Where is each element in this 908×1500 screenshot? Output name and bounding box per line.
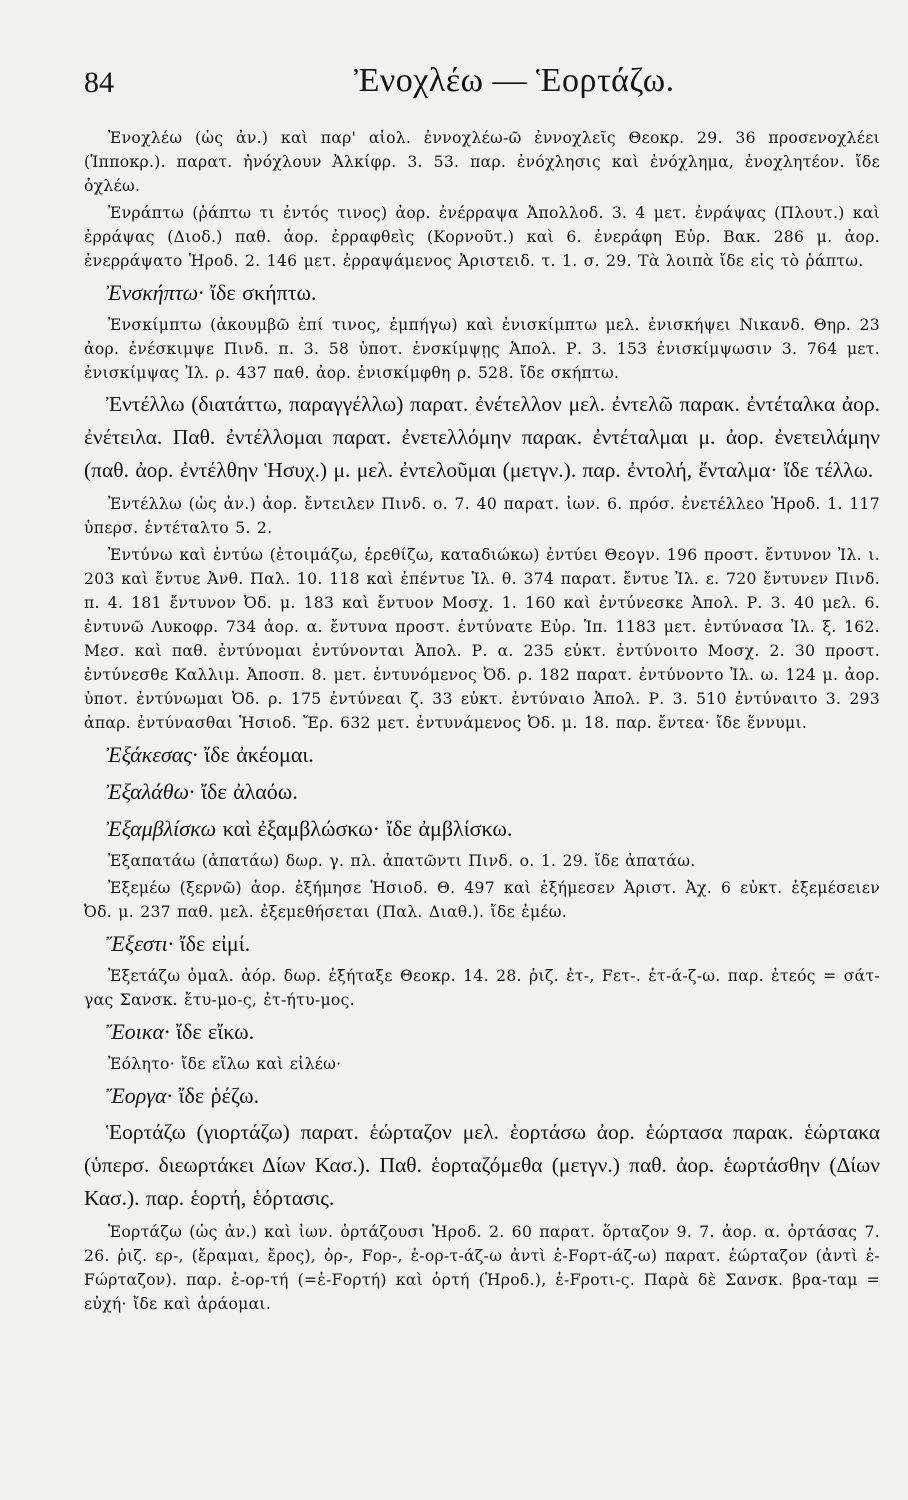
entry-heortazo: Ἑορτάζω (γιορτάζω) παρατ. ἑώρταζον μελ. ἑορτάσω ἀορ. ἑώρτασα παρακ. ἑώρτακα (ὑπερσ. διεωρτάκει Δίων Κασ.). Παθ. ἑορταζόμεθα (μετγν.) παθ. ἀορ. ἑωρτάσθην (Δίων Κασ.). παρ. ἑορτή, ἑόρτασις. (84, 1120, 880, 1210)
entry-entello-dialect: Ἐντέλλω (ὡς ἀν.) ἀορ. ἔντειλεν Πινδ. ο. 7. 40 παρατ. ἰων. 6. πρόσ. ἐνετέλλεο Ἡροδ. 1. 117 ὑπερσ. ἐντέταλτο 5. 2. (84, 495, 880, 537)
cross-reference: ἴδε εἰμί. (173, 931, 251, 956)
entry-heortazo-dialect: Ἑορτάζω (ὡς ἀν.) καὶ ἰων. ὁρτάζουσι Ἡροδ. 2. 60 παρατ. ὅρταζον 9. 7. ἀορ. α. ὁρτάσας 7. 26. ῥιζ. ερ-, (ἔραμαι, ἔρος), ὀρ-, Fορ-, ἑ-ορ-τ-άζ-ω ἀντὶ ἑ-Fορτ-άζ-ω) παρατ. ἑώρταζον (ἀντὶ ἑ-Fώρταζον). παρ. ἑ-ορ-τή (=ἑ-Fορτή) καὶ ὀρτή (Ἡροδ.), ἑ-Fροτι-ς. Παρὰ δὲ Σανσκ. βρα-ταμ = εὐχή· ἴδε καὶ ἀράομαι. (84, 1223, 880, 1313)
entry-exesti (84, 927, 880, 961)
cross-reference: ἴδε εἴκω. (169, 1019, 255, 1044)
cross-reference: ἴδε ῥέζω. (172, 1083, 260, 1108)
headword: Ἐξαλάθω· (106, 779, 195, 804)
entry-entyno: Ἐντύνω καὶ ἐντύω (ἑτοιμάζω, ἐρεθίζω, καταδιώκω) ἐντύει Θεογν. 196 προστ. ἔντυνον Ἰλ. ι. 203 καὶ ἔντυε Ἀνθ. Παλ. 10. 118 καὶ ἐπέντυε Ἰλ. θ. 374 παρατ. ἔντυε Ἰλ. ε. 720 ἔντυνεν Πινδ. π. 4. 181 ἔντυνον Ὀδ. μ. 183 καὶ ἔντυον Μοσχ. 1. 160 καὶ ἐντύνεσκε Ἀπολ. Ρ. 3. 40 μελ. 6. ἐντυνῶ Λυκοφρ. 734 ἀορ. α. ἔντυνα προστ. ἐντύνατε Εὐρ. Ἱπ. 1183 μετ. ἐντύνασα Ἰλ. ξ. 162. Μεσ. καὶ παθ. ἐντύνομαι ἐντύνονται Ἀπολ. Ρ. α. 235 εὐκτ. ἐντύνοιτο Μοσχ. 2. 30 προστ. ἐντύνεσθε Καλλιμ. Ἀποσπ. 8. μετ. ἐντυνόμενος Ὀδ. ρ. 182 παρατ. ἐντύνοντο Ἰλ. ω. 124 μ. ἀορ. ὑποτ. ἐντύνωμαι Ὀδ. ρ. 175 ἐντύνεαι ζ. 33 εὐκτ. ἐντύναιο Ἀπολ. Ρ. 3. 510 ἐντύναιτο 3. 293 ἀπαρ. ἐντύνασθαι Ἡσιοδ. Ἔρ. 632 μετ. ἐντυνάμενος Ὀδ. μ. 18. παρ. ἔντεα· ἴδε ἕννυμι. (84, 546, 880, 732)
headword: Ἔξεστι· (106, 931, 174, 956)
cross-reference: ἴδε σκήπτω. (203, 280, 317, 305)
entry-exetazo: Ἐξετάζω ὁμαλ. ἀόρ. δωρ. ἐξήταξε Θεοκρ. 14. 28. ῥιζ. ἐτ-, Fετ-. ἐτ-ά-ζ-ω. παρ. ἐτεός = σάτ-γας Σανσκ. ἔτυ-μο-ς, ἐτ-ήτυ-μος. (84, 967, 880, 1009)
headword: Ἔοργα· (106, 1083, 173, 1108)
entry-enochleo: Ἐνοχλέω (ὡς ἀν.) καὶ παρ' αἰολ. ἐννοχλέω-ῶ ἐννοχλεῖς Θεοκρ. 29. 36 προσενοχλέει (Ἱπποκρ.). παρατ. ἠνόχλουν Ἀλκίφρ. 3. 53. παρ. ἐνόχλησις καὶ ἐνόχλημα, ἐνοχλητέον. ἴδε ὀχλέω. (84, 129, 880, 195)
cross-reference: ἴδε ἀλαόω. (194, 779, 298, 804)
entry-eorga (84, 1079, 880, 1113)
entry-eoika (84, 1015, 880, 1049)
headword: Ἐνσκήπτω· (106, 280, 204, 305)
headword: Ἔοικα· (106, 1019, 170, 1044)
entry-exemeo: Ἐξεμέω (ξερνῶ) ἀορ. ἐξήμησε Ἡσιοδ. Θ. 497 καὶ ἐξήμεσεν Ἀριστ. Ἀχ. 6 εὐκτ. ἐξεμέσειεν Ὀδ. μ. 237 παθ. μελ. ἐξεμεθήσεται (Παλ. Διαθ.). ἴδε ἐμέω. (84, 879, 880, 921)
running-head: Ἐνοχλέω — Ἑορτάζω. (354, 62, 675, 99)
entry-enrapto: Ἐνράπτω (ῥάπτω τι ἐντός τινος) ἀορ. ἐνέρραψα Ἀπολλοδ. 3. 4 μετ. ἐνράψας (Πλουτ.) καὶ ἐρράψας (Διοδ.) παθ. ἀορ. ἐρραφθεὶς (Κορνοῦτ.) καὶ 6. ἐνεράφη Εὐρ. Βακ. 286 μ. ἀορ. ἐνερράψατο Ἡροδ. 2. 146 μετ. ἐρραψάμενος Ἀριστειδ. τ. 1. σ. 29. Τὰ λοιπὰ ἴδε εἰς τὸ ῥάπτω. (84, 204, 880, 270)
entry-exakesas (84, 738, 880, 772)
cross-reference: καὶ ἐξαμβλώσκω· ἴδε ἀμβλίσκω. (216, 816, 513, 841)
cross-reference: ἴδε ἀκέομαι. (197, 742, 314, 767)
entry-eoleto: Ἐόλητο· ἴδε εἴλω καὶ εἰλέω· (108, 1055, 342, 1073)
headword: Ἐξάκεσας· (106, 742, 198, 767)
entry-entello: Ἐντέλλω (διατάττω, παραγγέλλω) παρατ. ἐνέτελλον μελ. ἐντελῶ παρακ. ἐντέταλκα ἀορ. ἐνέτειλα. Παθ. ἐντέλλομαι παρατ. ἐνετελλόμην παρακ. ἐντέταλμαι μ. ἀορ. ἐνετειλάμην (παθ. ἀορ. ἐντέλθην Ἡσυχ.) μ. μελ. ἐντελοῦμαι (μετγν.). παρ. ἐντολή, ἔνταλμα· ἴδε τέλλω. (84, 392, 880, 482)
headword: Ἐξαμβλίσκω (106, 816, 217, 841)
entry-examvlisko (84, 812, 880, 846)
entries-body (84, 126, 880, 1316)
entry-exalatho (84, 775, 880, 809)
page-number: 84 (84, 66, 114, 99)
page-header (84, 58, 880, 114)
entry-exapatao: Ἐξαπατάω (ἀπατάω) δωρ. γ. πλ. ἀπατῶντι Πινδ. ο. 1. 29. ἴδε ἀπατάω. (108, 852, 696, 870)
entry-enskepto (84, 276, 880, 310)
entry-enskimpto: Ἐνσκίμπτω (ἀκουμβῶ ἐπί τινος, ἐμπήγω) καὶ ἐνισκίμπτω μελ. ἐνισκήψει Νικανδ. Θηρ. 23 ἀορ. ἐνέσκιμψε Πινδ. π. 3. 58 ὑποτ. ἐνσκίμψῃς Ἀπολ. Ρ. 3. 153 ἐνισκίμψωσιν 3. 764 μετ. ἐνισκίμψας Ἰλ. ρ. 437 παθ. ἀορ. ἐνισκίμφθη ρ. 528. ἴδε σκήπτω. (84, 316, 880, 382)
